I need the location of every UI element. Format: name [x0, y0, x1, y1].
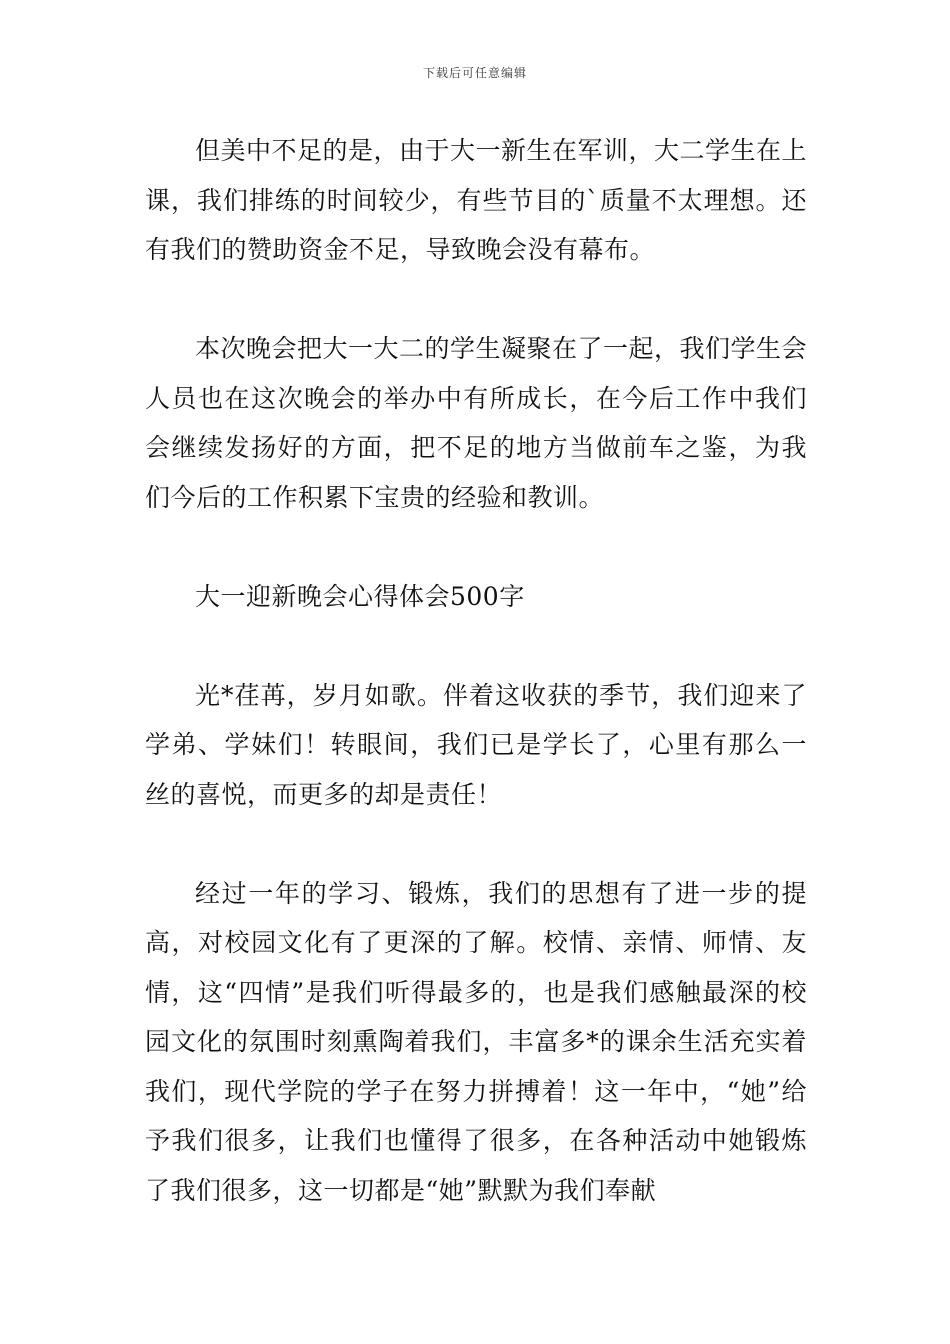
paragraph-spacer — [145, 522, 807, 572]
page-header-note: 下载后可任意编辑 — [422, 66, 527, 80]
paragraph-spacer — [145, 275, 807, 325]
section-title: 大一迎新晚会心得体会500字 — [195, 581, 525, 611]
paragraph-spacer — [145, 621, 807, 671]
paragraph-shortcomings: 但美中不足的是，由于大一新生在军训，大二学生在上课，我们排练的时间较少，有些节目的`质量不太理想。还有我们的赞助资金不足，导致晚会没有幕布。 — [145, 136, 808, 264]
paragraph-summary: 本次晚会把大一大二的学生凝聚在了一起，我们学生会人员也在这次晚会的举办中有所成长，在今后工作中我们会继续发扬好的方面，把不足的地方当做前车之鉴，为我们今后的工作积累下宝贵的经验和教训。 — [145, 334, 808, 512]
paragraph-reflection: 经过一年的学习、锻炼，我们的思想有了进一步的提高，对校园文化有了更深的了解。校情、亲情、师情、友情，这“四情”是我们听得最多的，也是我们感触最深的校园文化的氛围时刻熏陶着我们，丰富多*的课余生活充实着我们，现代学院的学子在努力拼搏着！这一年中，“她”给予我们很多，让我们也懂得了很多，在各种活动中她锻炼了我们很多，这一切都是“她”默默为我们奉献 — [145, 878, 807, 1205]
paragraph-intro: 光*荏苒，岁月如歌。伴着这收获的季节，我们迎来了学弟、学妹们！转眼间，我们已是学长了，心里有那么一丝的喜悦，而更多的却是责任！ — [145, 680, 807, 809]
paragraph-spacer — [145, 819, 807, 869]
document-body — [145, 126, 807, 1215]
